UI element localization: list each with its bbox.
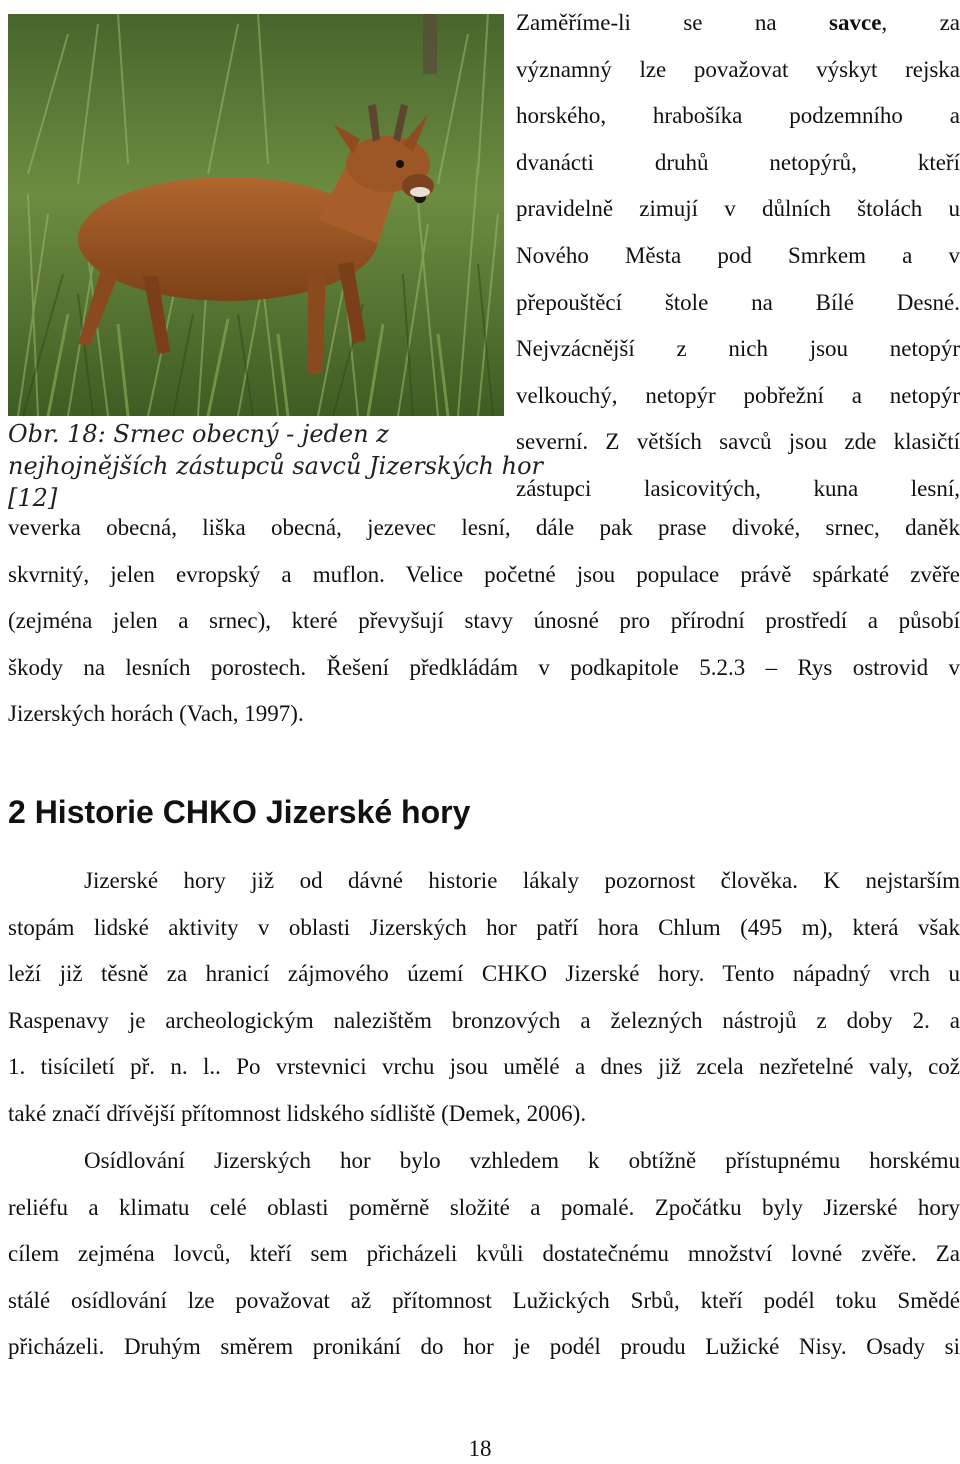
text-line: skvrnitý, jelen evropský a muflon. Velice početné jsou populace právě spárkaté zvěře xyxy=(8,561,960,587)
caption-line: [12] xyxy=(8,484,58,512)
text-line: přepouštěcí štole na Bílé Desné. xyxy=(516,289,960,315)
text-line: leží již těsně za hranicí zájmového území CHKO Jizerské hory. Tento nápadný vrch u xyxy=(8,961,960,987)
text-line: reliéfu a klimatu celé oblasti poměrně složité a pomalé. Zpočátku byly Jizerské hory xyxy=(8,1194,960,1220)
roe-deer-illustration xyxy=(8,14,504,416)
page-number: 18 xyxy=(468,1436,492,1461)
text-line: Osídlování Jizerských hor bylo vzhledem k obtížně přístupnému horskému xyxy=(84,1148,960,1173)
text-line: (zejména jelen a srnec), které převyšují stavy únosné pro přírodní prostředí a působí xyxy=(8,608,960,634)
roe-deer-photo xyxy=(8,14,504,416)
text-line: veverka obecná, liška obecná, jezevec lesní, dále pak prase divoké, srnec, daněk xyxy=(8,515,960,540)
text-line: stopám lidské aktivity v oblasti Jizerských hor patří hora Chlum (495 m), která však xyxy=(8,914,960,940)
text-line: také značí dřívější přítomnost lidského sídliště (Demek, 2006). xyxy=(8,1100,587,1126)
text-line: Nejvzácnější z nich jsou netopýr xyxy=(516,336,960,362)
caption-line: Obr. 18: Srnec obecný - jeden z xyxy=(8,420,389,448)
paragraph-3 xyxy=(8,1138,960,1371)
text-line: škody na lesních porostech. Řešení předkládám v podkapitole 5.2.3 – Rys ostrovid v xyxy=(8,654,960,680)
text-line: dvanácti druhů netopýrů, kteří xyxy=(516,149,960,175)
text-line: Nového Města pod Smrkem a v xyxy=(516,242,960,268)
text-line: Raspenavy je archeologickým nalezištěm bronzových a železných nástrojů z doby 2. a xyxy=(8,1007,960,1033)
paragraph-1-continued xyxy=(8,505,960,738)
text-line: stálé osídlování lze považovat až přítomnost Lužických Srbů, kteří podél toku Smědé xyxy=(8,1287,960,1313)
text-line: 1. tisíciletí př. n. l.. Po vrstevnici vrchu jsou umělé a dnes již zcela nezřetelné valy, což xyxy=(8,1054,960,1080)
text-line: zástupci lasicovitých, kuna lesní, xyxy=(516,475,960,501)
text-line: Jizerské hory již od dávné historie lákaly pozornost člověka. K nejstarším xyxy=(84,868,960,893)
text-line: významný lze považovat výskyt rejska xyxy=(516,56,960,82)
section-heading: 2 Historie CHKO Jizerské hory xyxy=(8,794,471,830)
text-line: horského, hrabošíka podzemního a xyxy=(516,103,960,129)
text-line: cílem zejména lovců, kteří sem přicházeli kvůli dostatečnému množství lovné zvěře. Za xyxy=(8,1241,960,1267)
text-line: velkouchý, netopýr pobřežní a netopýr xyxy=(516,382,960,408)
text-line: Jizerských horách (Vach, 1997). xyxy=(8,701,304,727)
text-line: pravidelně zimují v důlních štolách u xyxy=(516,196,960,222)
text-line: přicházeli. Druhým směrem pronikání do hor je podél proudu Lužické Nisy. Osady si xyxy=(8,1334,960,1360)
paragraph-2 xyxy=(8,858,960,1138)
figure-caption xyxy=(8,418,543,512)
text-line-bold: Zaměříme-li se na savce, za xyxy=(516,10,960,35)
caption-line: nejhojnějších zástupců savců Jizerských hor xyxy=(8,452,543,480)
text-line: severní. Z větších savců jsou zde klasičtí xyxy=(516,429,960,455)
bold-word: savce xyxy=(829,10,882,35)
paragraph-wrap-column xyxy=(516,0,960,513)
